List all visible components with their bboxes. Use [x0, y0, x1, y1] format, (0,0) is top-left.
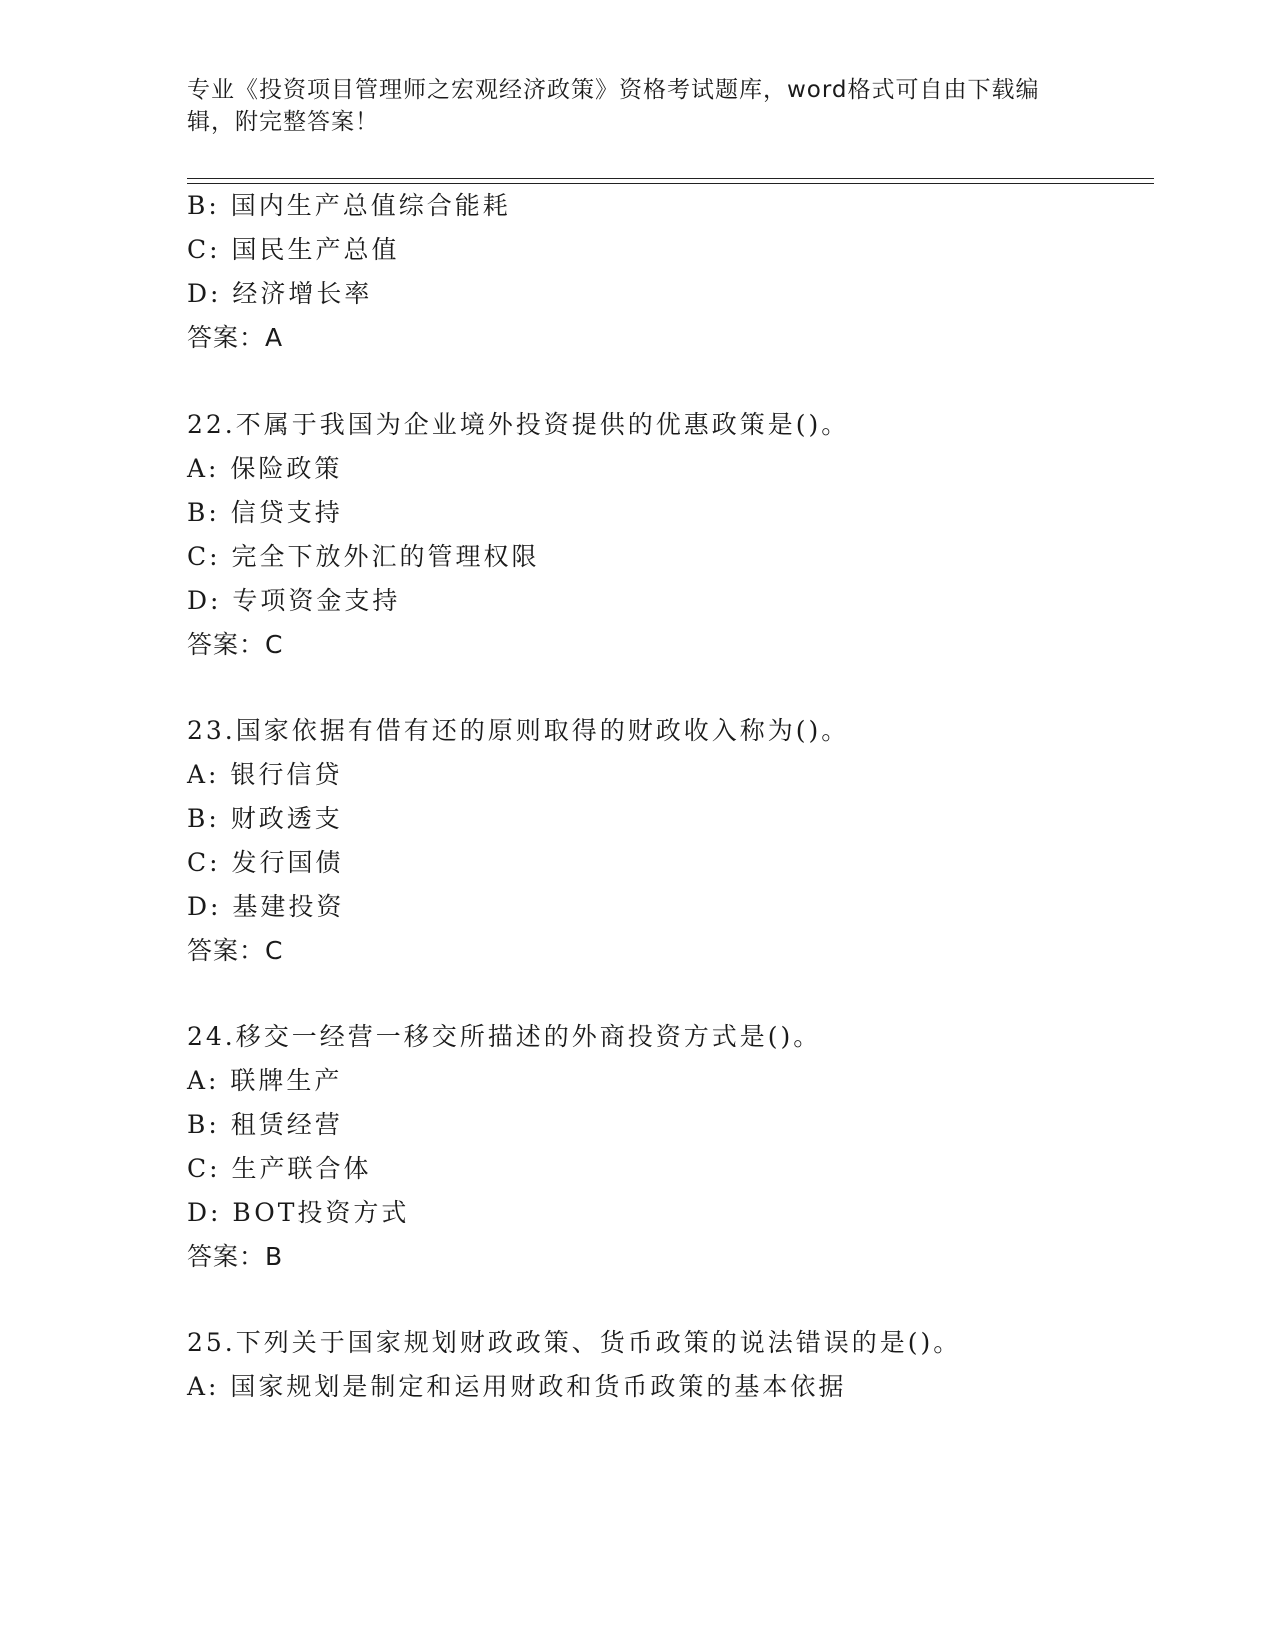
option-b: B: 国内生产总值综合能耗	[187, 191, 511, 220]
option-a: A: 保险政策	[187, 454, 343, 483]
option-d: D: 经济增长率	[187, 279, 373, 308]
answer: 答案：C	[187, 630, 284, 659]
option-c: C: 完全下放外汇的管理权限	[187, 542, 540, 571]
question-stem: 25.下列关于国家规划财政政策、货币政策的说法错误的是()。	[187, 1328, 962, 1357]
option-b: B: 信贷支持	[187, 498, 343, 527]
option-c: C: 生产联合体	[187, 1154, 372, 1183]
question-stem: 22.不属于我国为企业境外投资提供的优惠政策是()。	[187, 410, 850, 439]
option-d: D: 专项资金支持	[187, 586, 401, 615]
answer: 答案：B	[187, 1242, 284, 1271]
option-d: D: BOT投资方式	[187, 1198, 410, 1227]
answer: 答案：A	[187, 323, 284, 352]
option-c: C: 发行国债	[187, 848, 344, 877]
answer: 答案：C	[187, 936, 284, 965]
document-intro: 专业《投资项目管理师之宏观经济政策》资格考试题库，word格式可自由下载编辑，附完整答案！	[187, 77, 1040, 135]
option-d: D: 基建投资	[187, 892, 345, 921]
option-b: B: 租赁经营	[187, 1110, 343, 1139]
option-a: A: 银行信贷	[187, 760, 343, 789]
header-divider-top	[187, 178, 1154, 179]
option-b: B: 财政透支	[187, 804, 343, 833]
option-c: C: 国民生产总值	[187, 235, 400, 264]
option-a: A: 国家规划是制定和运用财政和货币政策的基本依据	[187, 1372, 847, 1401]
question-stem: 23.国家依据有借有还的原则取得的财政收入称为()。	[187, 716, 850, 745]
option-a: A: 联牌生产	[187, 1066, 343, 1095]
header-divider-bottom	[187, 183, 1154, 184]
question-stem: 24.移交一经营一移交所描述的外商投资方式是()。	[187, 1022, 822, 1051]
